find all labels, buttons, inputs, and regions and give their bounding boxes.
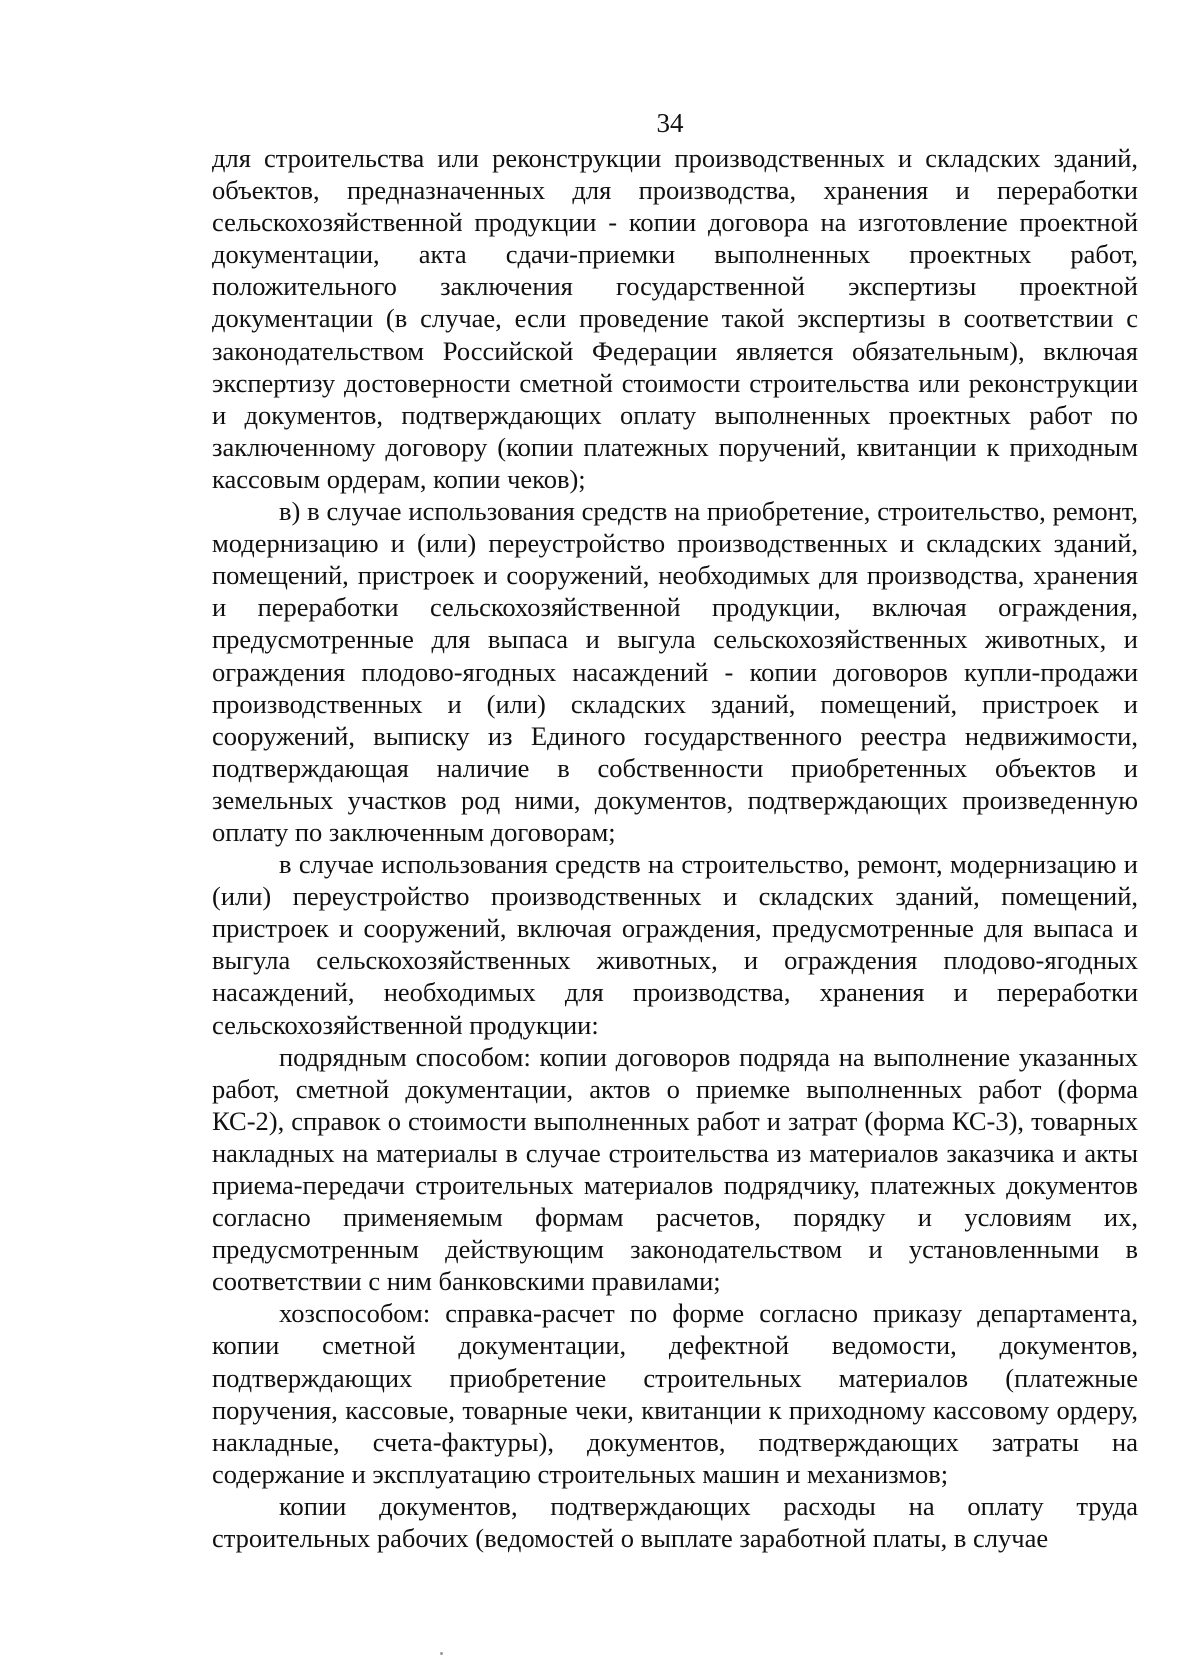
paragraph-own-method: хозспособом: справка-расчет по форме согласно приказу департамента, копии сметной документации, дефектной ведомости, документов, подтверждающих приобретение строительных материалов (платежные поручения, кассовые, товарные чеки, квитанции к приходному кассовому ордеру, накладные, счета-фактуры), документов, подтверждающих затраты на содержание и эксплуатацию строительных машин и механизмов; (212, 1298, 1138, 1489)
paragraph-project-documentation: для строительства или реконструкции производственных и складских зданий, объектов, предназначенных для производства, хранения и переработки сельскохозяйственной продукции - копии договора на изготовление проектной документации, акта сдачи-приемки выполненных проектных работ, положительного заключения государственной экспертизы проектной документации (в случае, если проведение такой экспертизы в соответствии с законодательством Российской Федерации является обязательным), включая экспертизу достоверности сметной стоимости строительства или реконструкции и документов, подтверждающих оплату выполненных проектных работ по заключенному договору (копии платежных поручений, квитанции к приходным кассовым ордерам, копии чеков); (212, 143, 1138, 494)
paragraph-labor-costs: копии документов, подтверждающих расходы на оплату труда строительных рабочих (ведомостей о выплате заработной платы, в случае (212, 1490, 1138, 1554)
paragraph-contract-method: подрядным способом: копии договоров подряда на выполнение указанных работ, сметной документации, актов о приемке выполненных работ (форма КС-2), справок о стоимости выполненных работ и затрат (форма КС-3), товарных накладных на материалы в случае строительства из материалов заказчика и акты приема-передачи строительных материалов подрядчику, платежных документов согласно применяемым формам расчетов, порядку и условиям их, предусмотренным действующим законодательством и установленными в соответствии с ним банковскими правилами; (212, 1041, 1138, 1297)
page-number: 34 (656, 108, 684, 138)
scan-speck (440, 1652, 443, 1655)
paragraph-item-v: в) в случае использования средств на приобретение, строительство, ремонт, модернизацию и (или) переустройство производственных и складских зданий, помещений, пристроек и сооружений, необходимых для производства, хранения и переработки сельскохозяйственной продукции, включая ограждения, предусмотренные для выпаса и выгула сельскохозяйственных животных, и ограждения плодово-ягодных насаждений - копии договоров купли-продажи производственных и (или) складских зданий, помещений, пристроек и сооружений, выписку из Единого государственного реестра недвижимости, подтверждающая наличие в собственности приобретенных объектов и земельных участков род ними, документов, подтверждающих произведенную оплату по заключенным договорам; (212, 496, 1138, 847)
document-body (212, 142, 1138, 1554)
paragraph-construction-repair: в случае использования средств на строительство, ремонт, модернизацию и (или) переустройство производственных и складских зданий, помещений, пристроек и сооружений, включая ограждения, предусмотренные для выпаса и выгула сельскохозяйственных животных, и ограждения плодово-ягодных насаждений, необходимых для производства, хранения и переработки сельскохозяйственной продукции: (212, 849, 1138, 1040)
